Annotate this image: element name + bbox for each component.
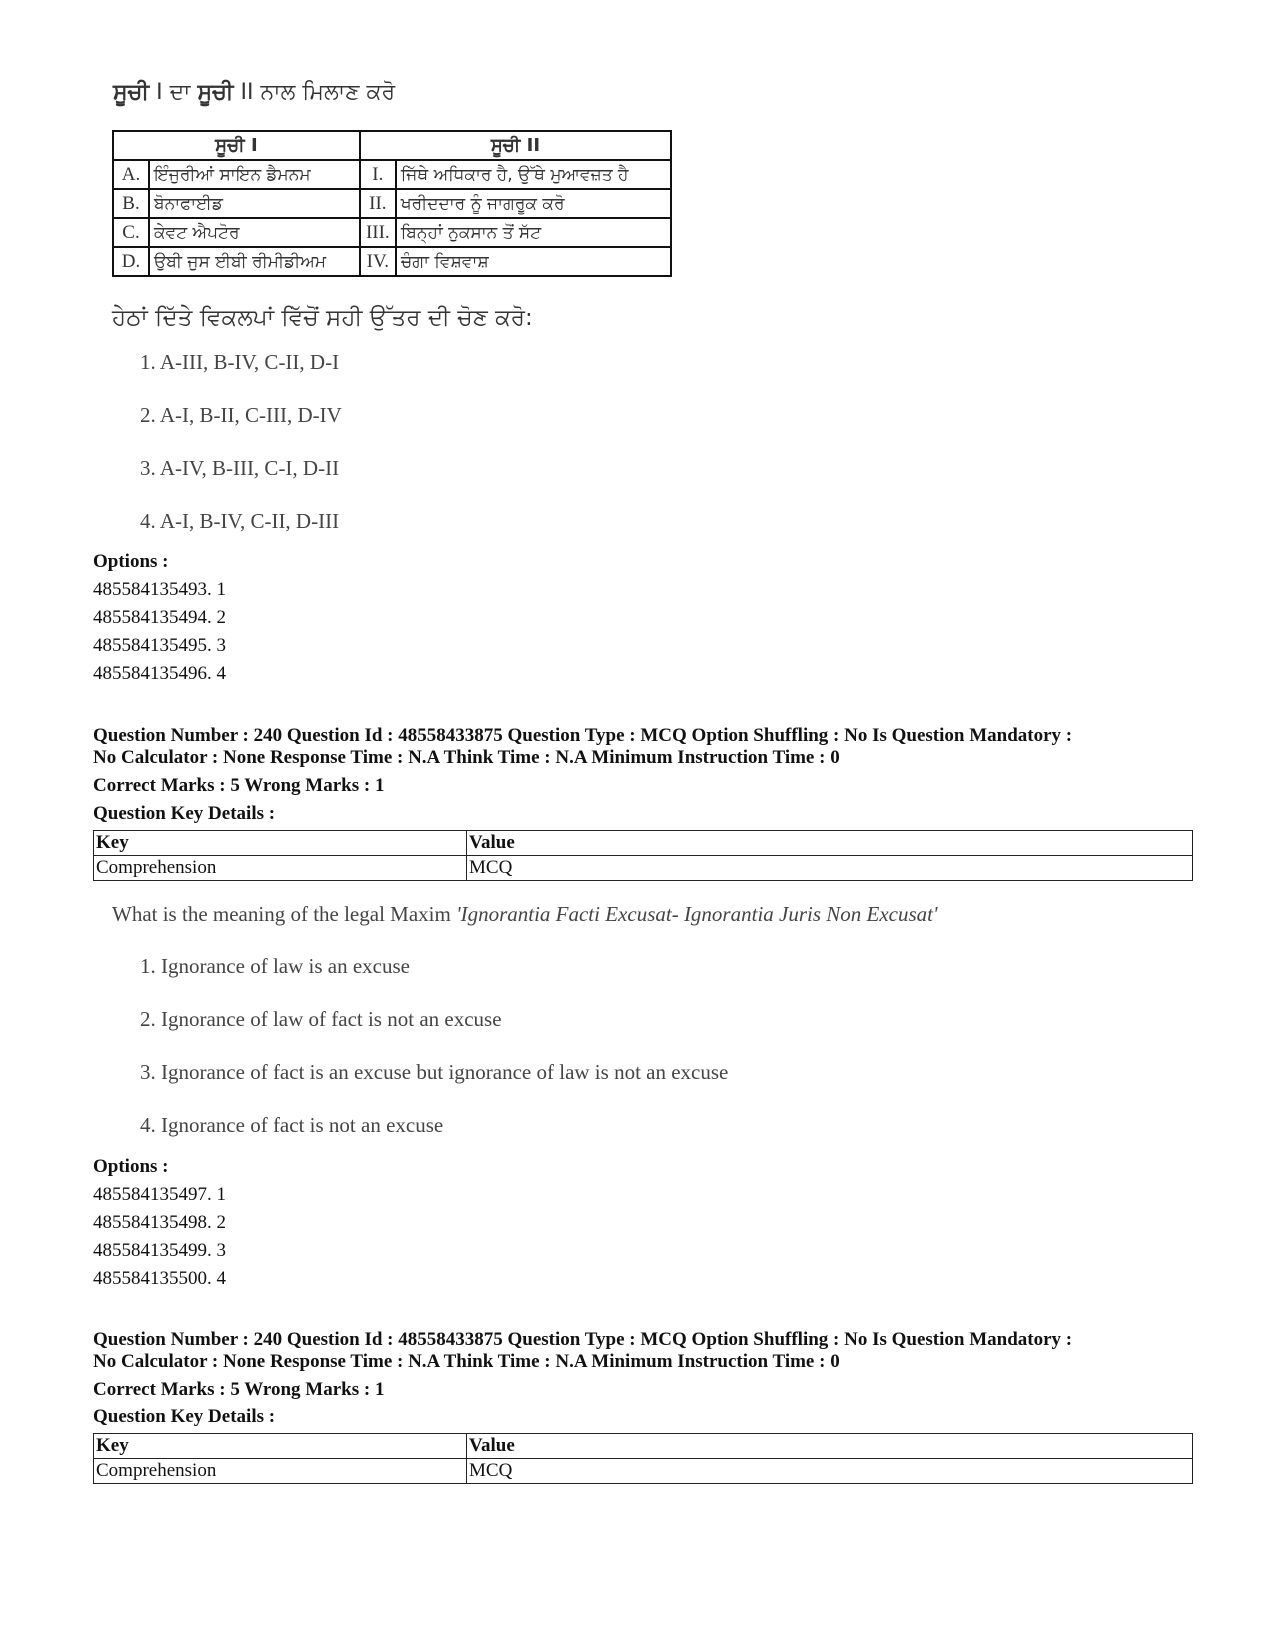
option-id: 485584135494. 2	[93, 607, 226, 628]
table-row	[94, 831, 1193, 856]
choice-item: 1. Ignorance of law is an excuse	[140, 954, 410, 978]
key-cell: Comprehension	[94, 856, 467, 881]
key-value-table	[93, 830, 1193, 881]
row-label: III.	[360, 218, 396, 247]
marks-line: Correct Marks : 5 Wrong Marks : 1	[93, 775, 385, 796]
choice-item: 4. A-I, B-IV, C-II, D-III	[140, 509, 340, 533]
list2-item: ਚੰਗਾ ਵਿਸ਼ਵਾਸ਼	[396, 247, 671, 276]
key-details-label: Question Key Details :	[93, 1406, 276, 1427]
heading-end: II ਨਾਲ ਮਿਲਾਣ ਕਰੋ	[233, 80, 396, 105]
choice-item: 3. A-IV, B-III, C-I, D-II	[140, 456, 340, 480]
match-list-heading	[113, 80, 395, 105]
list2-item: ਜਿੱਥੇ ਅਧਿਕਾਰ ਹੈ, ਉੱਥੇ ਮੁਆਵਜ਼ਤ ਹੈ	[396, 160, 671, 189]
key-header: Key	[94, 831, 467, 856]
list1-item: ਕੇਵਟ ਐਪਟੋਰ	[149, 218, 360, 247]
marks-line: Correct Marks : 5 Wrong Marks : 1	[93, 1379, 385, 1400]
q1-choices	[140, 350, 342, 562]
choice-item: 2. A-I, B-II, C-III, D-IV	[140, 403, 342, 427]
value-cell: MCQ	[467, 856, 1193, 881]
value-header: Value	[467, 831, 1193, 856]
question-prefix: What is the meaning of the legal Maxim	[112, 902, 457, 926]
row-label: IV.	[360, 247, 396, 276]
table-row	[113, 218, 671, 247]
match-table	[112, 130, 672, 277]
list1-word: ਸੂਚੀ	[113, 80, 150, 105]
table-row	[94, 1459, 1193, 1484]
options-label: Options :	[93, 551, 169, 572]
option-id: 485584135500. 4	[93, 1268, 226, 1289]
key-header: Key	[94, 1434, 467, 1459]
row-label: I.	[360, 160, 396, 189]
option-id: 485584135496. 4	[93, 663, 226, 684]
question-meta-line1: Question Number : 240 Question Id : 48558433875 Question Type : MCQ Option Shuffling : No Is Question Mandatory :	[93, 725, 1073, 746]
table-row	[113, 247, 671, 276]
instruction-text: ਹੇਠਾਂ ਦਿੱਤੇ ਵਿਕਲਪਾਂ ਵਿੱਚੋਂ ਸਹੀ ਉੱਤਰ ਦੀ ਚੋਣ ਕਰੋ:	[112, 305, 533, 331]
options-label: Options :	[93, 1156, 169, 1177]
list2-item: ਬਿਨ੍ਹਾਂ ਨੁਕਸਾਨ ਤੋਂ ਸੱਟ	[396, 218, 671, 247]
choice-item: 3. Ignorance of fact is an excuse but ignorance of law is not an excuse	[140, 1060, 729, 1084]
choice-item: 2. Ignorance of law of fact is not an excuse	[140, 1007, 502, 1031]
key-value-table	[93, 1433, 1193, 1484]
value-header: Value	[467, 1434, 1193, 1459]
heading-mid: I ਦਾ	[149, 80, 198, 105]
option-id: 485584135493. 1	[93, 579, 226, 600]
row-label: II.	[360, 189, 396, 218]
question-text	[112, 902, 938, 927]
list2-header: ਸੂਚੀ II	[360, 131, 671, 160]
choice-item: 1. A-III, B-IV, C-II, D-I	[140, 350, 340, 374]
list2-item: ਖਰੀਦਦਾਰ ਨੂੰ ਜਾਗਰੂਕ ਕਰੋ	[396, 189, 671, 218]
option-id: 485584135495. 3	[93, 635, 226, 656]
question-meta-line2: No Calculator : None Response Time : N.A Think Time : N.A Minimum Instruction Time : 0	[93, 1351, 840, 1372]
table-row	[94, 1434, 1193, 1459]
legal-maxim: 'Ignorantia Facti Excusat- Ignorantia Juris Non Excusat'	[456, 902, 938, 926]
option-id: 485584135497. 1	[93, 1184, 226, 1205]
list1-header: ਸੂਚੀ I	[113, 131, 360, 160]
table-row	[94, 856, 1193, 881]
option-id: 485584135498. 2	[93, 1212, 226, 1233]
question-meta-line1: Question Number : 240 Question Id : 48558433875 Question Type : MCQ Option Shuffling : No Is Question Mandatory :	[93, 1329, 1073, 1350]
choice-item: 4. Ignorance of fact is not an excuse	[140, 1113, 444, 1137]
value-cell: MCQ	[467, 1459, 1193, 1484]
option-id: 485584135499. 3	[93, 1240, 226, 1261]
row-label: A.	[113, 160, 149, 189]
list1-item: ਬੋਨਾਫਾਈਡ	[149, 189, 360, 218]
q2-choices	[140, 954, 728, 1166]
question-meta-line2: No Calculator : None Response Time : N.A Think Time : N.A Minimum Instruction Time : 0	[93, 747, 840, 768]
table-row	[113, 189, 671, 218]
list2-word: ਸੂਚੀ	[197, 80, 234, 105]
list1-item: ਇੰਜੁਰੀਆਂ ਸਾਇਨ ਡੈਮਨਮ	[149, 160, 360, 189]
row-label: C.	[113, 218, 149, 247]
table-row	[113, 160, 671, 189]
row-label: D.	[113, 247, 149, 276]
key-cell: Comprehension	[94, 1459, 467, 1484]
row-label: B.	[113, 189, 149, 218]
key-details-label: Question Key Details :	[93, 803, 276, 824]
list1-item: ਉਬੀ ਜੁਸ ਈਬੀ ਰੀਮੀਡੀਅਮ	[149, 247, 360, 276]
